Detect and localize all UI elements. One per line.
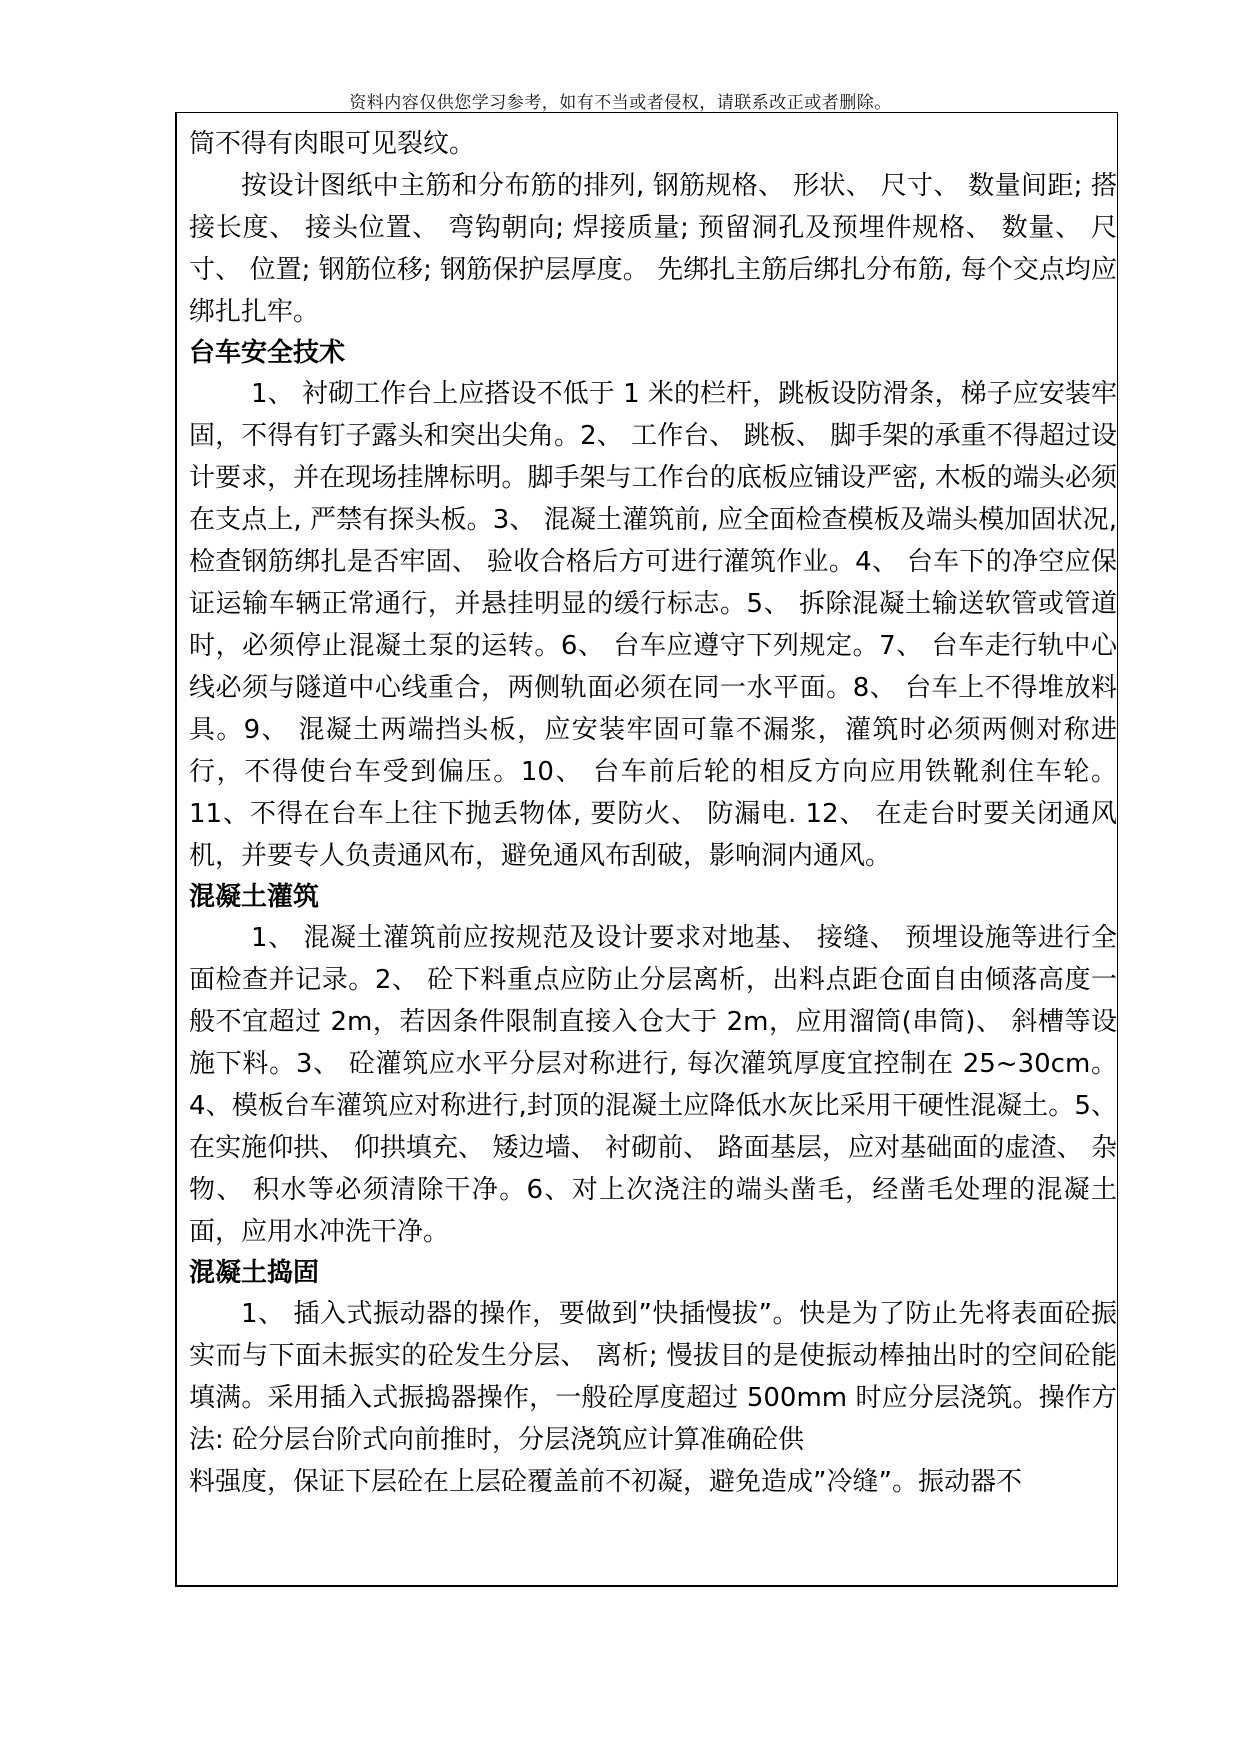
section-heading-concrete-compaction: 混凝土捣固 [189,1258,320,1288]
section-heading-trolley-safety: 台车安全技术 [189,338,346,368]
document-frame [175,112,1118,1587]
section-body-concrete-compaction: 1、 插入式振动器的操作，要做到”快插慢拔”。快是为了防止先将表面砼振实而与下面未振实的砼发生分层、 离析; 慢拔目的是使振动棒抽出时的空间砼能填满。采用插入式振捣器操作，一般砼厚度超过 500mm 时应分层浇筑。操作方法: 砼分层台阶式向前推时，分层浇筑应计算准确砼供 [189,1299,1117,1455]
section-body-concrete-pouring: 1、 混凝土灌筑前应按规范及设计要求对地基、 接缝、 预埋设施等进行全面检查并记录。2、 砼下料重点应防止分层离析，出料点距仓面自由倾落高度一般不宜超过 2m，若因条件限制直接入仓大于 2m，应用溜筒(串筒)、 斜槽等设施下料。3、 砼灌筑应水平分层对称进行, 每次灌筑厚度宜控制在 25~30cm。4、模板台车灌筑应对称进行,封顶的混凝土应降低水灰比采用干硬性混凝土。5、 在实施仰拱、 仰拱填充、 矮边墙、 衬砌前、 路面基层，应对基础面的虚渣、 杂物、 积水等必须清除干净。6、对上次浇注的端头凿毛，经凿毛处理的混凝土面，应用水冲洗干净。 [189,923,1117,1247]
intro-line: 筒不得有肉眼可见裂纹。 [189,129,476,159]
rebar-paragraph: 按设计图纸中主筋和分布筋的排列, 钢筋规格、 形状、 尺寸、 数量间距; 搭接长度、 接头位置、 弯钩朝向; 焊接质量; 预留洞孔及预埋件规格、 数量、 尺寸、 位置; 钢筋位移; 钢筋保护层厚度。 先绑扎主筋后绑扎分布筋, 每个交点均应绑扎扎牢。 [189,171,1117,327]
page-header-notice: 资料内容仅供您学习参考，如有不当或者侵权，请联系改正或者删除。 [349,93,892,113]
section-heading-concrete-pouring: 混凝土灌筑 [189,882,320,912]
document-content [189,123,1117,1503]
section-body-trolley-safety: 1、 衬砌工作台上应搭设不低于 1 米的栏杆，跳板设防滑条，梯子应安装牢固，不得有钉子露头和突出尖角。2、 工作台、 跳板、 脚手架的承重不得超过设计要求，并在现场挂牌标明。脚手架与工作台的底板应铺设严密, 木板的端头必须在支点上, 严禁有探头板。3、 混凝土灌筑前, 应全面检查模板及端头模加固状况, 检查钢筋绑扎是否牢固、 验收合格后方可进行灌筑作业。4、 台车下的净空应保证运输车辆正常通行，并悬挂明显的缓行标志。5、 拆除混凝土输送软管或管道时，必须停止混凝土泵的运转。6、 台车应遵守下列规定。7、 台车走行轨中心线必须与隧道中心线重合，两侧轨面必须在同一水平面。8、 台车上不得堆放料具。9、 混凝土两端挡头板，应安装牢固可靠不漏浆，灌筑时必须两侧对称进行，不得使台车受到偏压。10、 台车前后轮的相反方向应用铁靴刹住车轮。11、不得在台车上往下抛丢物体, 要防火、 防漏电. 12、 在走台时要关闭通风机，并要专人负责通风布，避免通风布刮破，影响洞内通风。 [189,379,1117,871]
section-body-concrete-compaction-cut-line: 料强度，保证下层砼在上层砼覆盖前不初凝，避免造成”冷缝”。振动器不 [189,1467,1022,1497]
